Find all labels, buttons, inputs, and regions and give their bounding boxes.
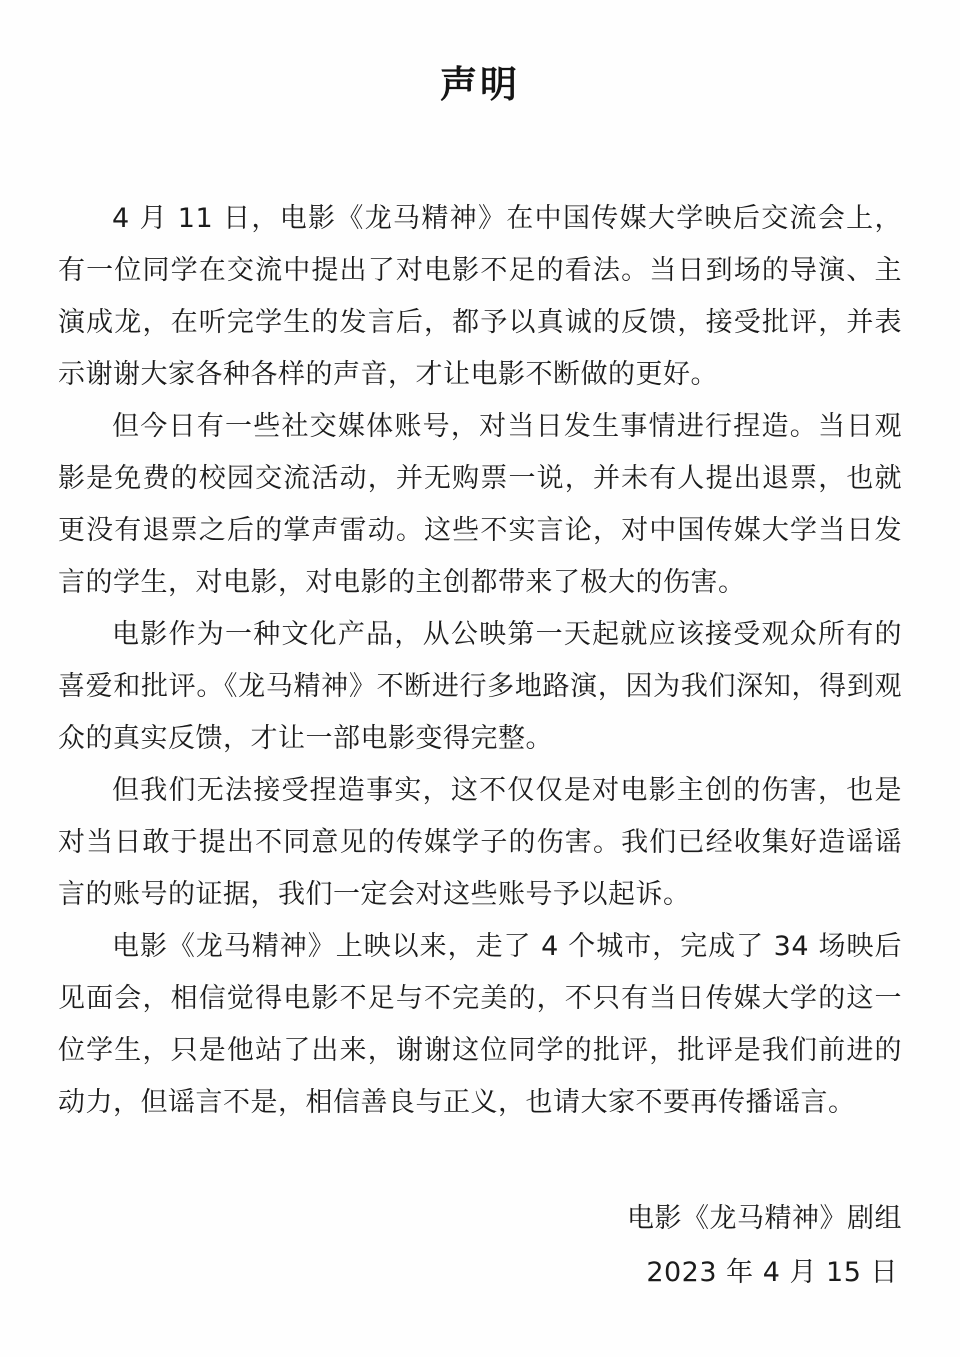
paragraph-4: 但我们无法接受捏造事实，这不仅仅是对电影主创的伤害，也是对当日敢于提出不同意见的传媒学子的伤害。我们已经收集好造谣谣言的账号的证据，我们一定会对这些账号予以起诉。 — [58, 775, 902, 910]
paragraph-3: 电影作为一种文化产品，从公映第一天起就应该接受观众所有的喜爱和批评。《龙马精神》不断进行多地路演，因为我们深知，得到观众的真实反馈，才让一部电影变得完整。 — [58, 619, 902, 754]
paragraph-2: 但今日有一些社交媒体账号，对当日发生事情进行捏造。当日观影是免费的校园交流活动，并无购票一说，并未有人提出退票，也就更没有退票之后的掌声雷动。这些不实言论，对中国传媒大学当日发言的学生，对电影，对电影的主创都带来了极大的伤害。 — [58, 411, 902, 598]
signature: 电影《龙马精神》剧组 — [627, 1203, 902, 1234]
paragraph-1: 4 月 11 日，电影《龙马精神》在中国传媒大学映后交流会上，有一位同学在交流中提出了对电影不足的看法。当日到场的导演、主演成龙，在听完学生的发言后，都予以真诚的反馈，接受批评，并表示谢谢大家各种各样的声音，才让电影不断做的更好。 — [58, 203, 902, 390]
document-title: 声明 — [440, 63, 520, 106]
document-body — [58, 193, 902, 1129]
date: 2023 年 4 月 15 日 — [646, 1257, 898, 1288]
signature-block — [627, 1192, 902, 1300]
paragraph-5: 电影《龙马精神》上映以来，走了 4 个城市，完成了 34 场映后见面会，相信觉得电影不足与不完美的，不只有当日传媒大学的这一位学生，只是他站了出来，谢谢这位同学的批评，批评是我们前进的动力，但谣言不是，相信善良与正义，也请大家不要再传播谣言。 — [58, 931, 902, 1118]
